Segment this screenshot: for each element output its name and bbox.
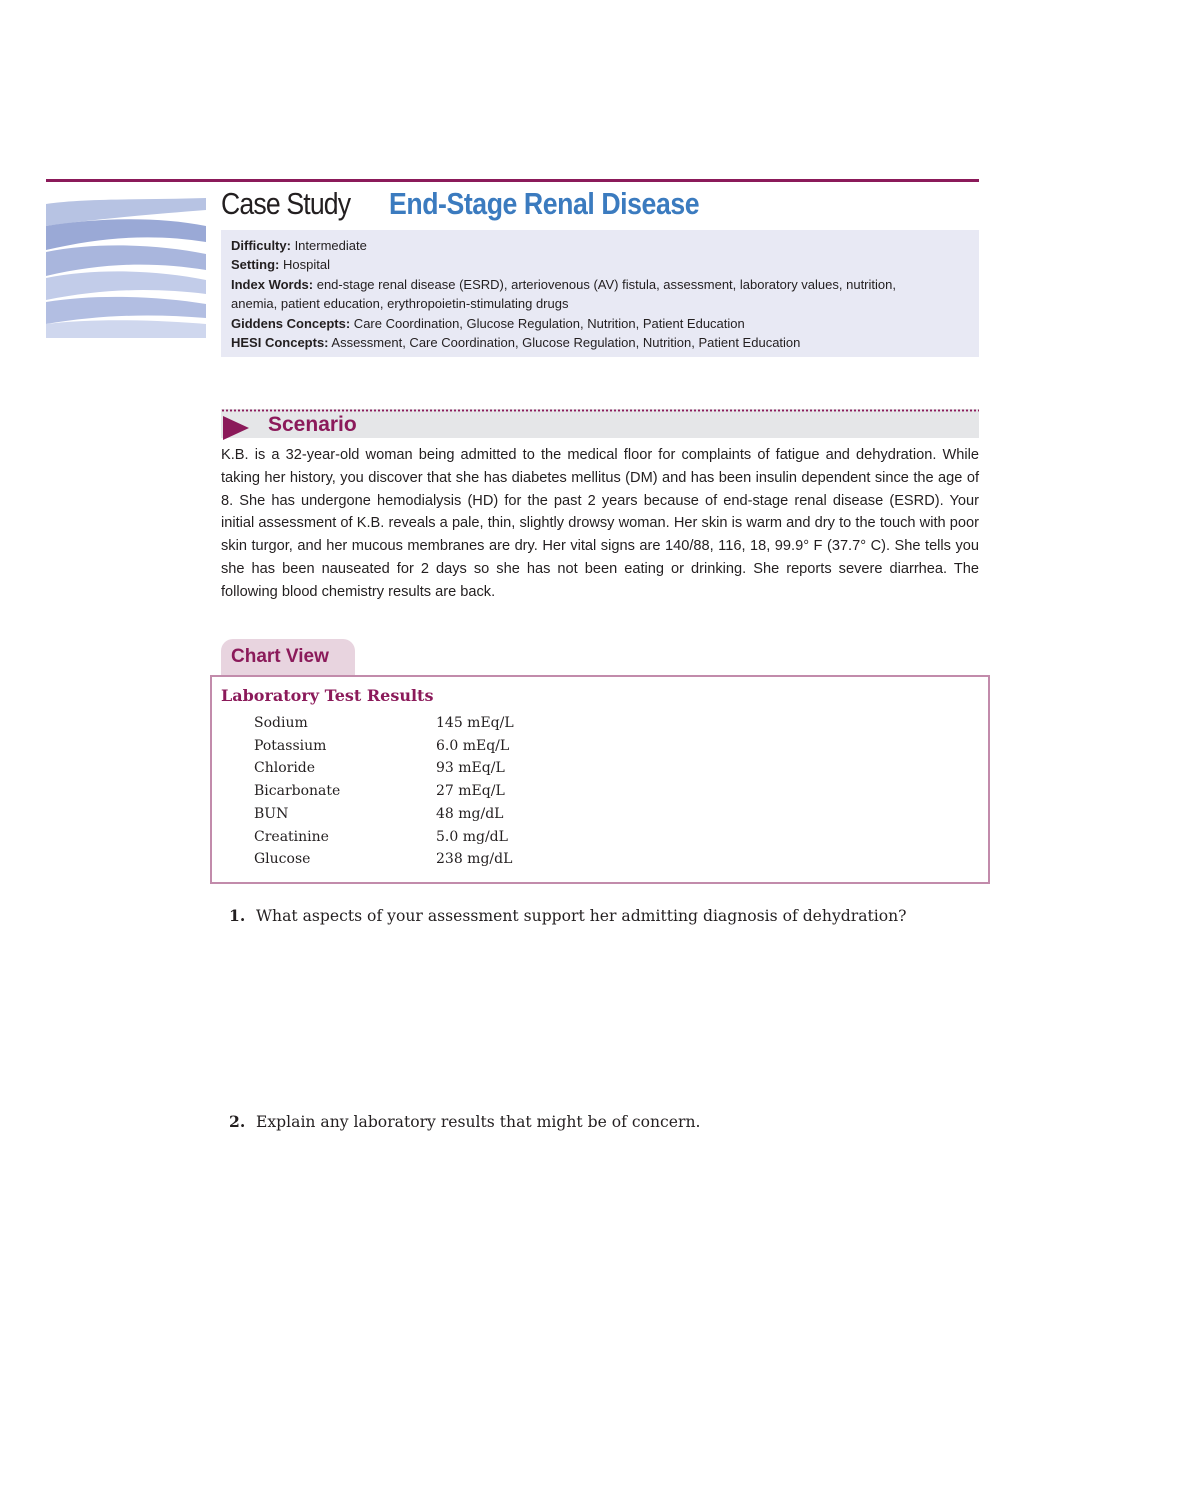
lab-results-title: Laboratory Test Results — [221, 686, 434, 705]
meta-value: Assessment, Care Coordination, Glucose Regulation, Nutrition, Patient Education — [328, 335, 801, 351]
meta-value: Intermediate — [290, 238, 367, 253]
meta-setting — [231, 255, 969, 274]
question-1 — [229, 906, 907, 925]
meta-hesi-concepts — [231, 333, 969, 352]
meta-label: Setting: — [231, 257, 280, 273]
lab-test-name: Creatinine — [254, 828, 329, 845]
table-row — [254, 780, 514, 803]
meta-index-words — [231, 275, 969, 294]
case-study-header — [221, 186, 981, 226]
case-study-label: Case Study — [221, 186, 351, 221]
scenario-heading: Scenario — [268, 413, 357, 436]
chart-view-tab — [221, 639, 355, 676]
scenario-paragraph: K.B. is a 32-year-old woman being admitted to the medical floor for complaints of fatigue and dehydration. While taking her history, you discover that she has diabetes mellitus (DM) and has been insulin dependent since the age of 8. She has undergone hemodialysis (HD) for the past 2 years because of end-stage renal disease (ESRD). Your initial assessment of K.B. reveals a pale, thin, slightly drowsy woman. Her skin is warm and dry to the touch with poor skin turgor, and her mucous membranes are dry. Her vital signs are 140/88, 116, 18, 99.9° F (37.7° C). She tells you she has been nauseated for 2 days so she has not been eating or drinking. She reports severe diarrhea. The following blood chemistry results are back. — [221, 447, 979, 600]
meta-value: anemia, patient education, erythropoietin-stimulating drugs — [231, 296, 569, 312]
question-2 — [229, 1112, 700, 1131]
table-row — [254, 735, 514, 758]
meta-value: end-stage renal disease (ESRD), arteriovenous (AV) fistula, assessment, laboratory values, nutrition, — [313, 276, 896, 292]
dotted-rule — [221, 409, 979, 412]
lab-test-value: 27 mEq/L — [436, 783, 505, 800]
meta-value: Hospital — [279, 257, 330, 273]
lab-test-value: 48 mg/dL — [436, 805, 504, 822]
lab-test-name: Potassium — [254, 737, 327, 754]
lab-test-name: Chloride — [254, 760, 316, 777]
case-title: End-Stage Renal Disease — [389, 186, 700, 221]
meta-label: Difficulty: — [231, 238, 291, 253]
lab-results-table — [254, 712, 514, 871]
table-row — [254, 848, 514, 871]
question-number: 2. — [229, 1112, 246, 1131]
table-row — [254, 757, 514, 780]
lab-test-name: Bicarbonate — [254, 783, 341, 800]
lab-test-value: 6.0 mEq/L — [436, 737, 510, 754]
lab-test-value: 238 mg/dL — [436, 851, 513, 868]
lab-test-name: Glucose — [254, 851, 311, 868]
lab-test-value: 93 mEq/L — [436, 760, 505, 777]
table-row — [254, 712, 514, 735]
lab-test-value: 5.0 mg/dL — [436, 828, 508, 845]
wave-logo-graphic — [46, 196, 206, 338]
lab-test-name: Sodium — [254, 715, 308, 731]
meta-value: Care Coordination, Glucose Regulation, Nutrition, Patient Education — [350, 315, 745, 331]
meta-label: Index Words: — [231, 276, 314, 292]
meta-difficulty — [231, 236, 969, 255]
meta-index-words-continued — [231, 294, 969, 313]
case-metadata-box — [221, 230, 979, 357]
table-row — [254, 826, 514, 849]
scenario-heading-bar — [221, 409, 979, 438]
meta-giddens-concepts — [231, 314, 969, 333]
chart-view-tab-label: Chart View — [231, 646, 329, 667]
meta-label: Giddens Concepts: — [231, 315, 351, 331]
lab-results-box — [210, 675, 990, 884]
question-number: 1. — [229, 906, 246, 925]
top-rule — [46, 179, 979, 182]
question-text: Explain any laboratory results that might be of concern. — [256, 1113, 701, 1131]
lab-test-value: 145 mEq/L — [436, 715, 514, 731]
question-text: What aspects of your assessment support her admitting diagnosis of dehydration? — [256, 907, 907, 925]
lab-test-name: BUN — [254, 805, 289, 822]
play-arrow-icon — [223, 416, 249, 440]
meta-label: HESI Concepts: — [231, 335, 329, 351]
table-row — [254, 803, 514, 826]
